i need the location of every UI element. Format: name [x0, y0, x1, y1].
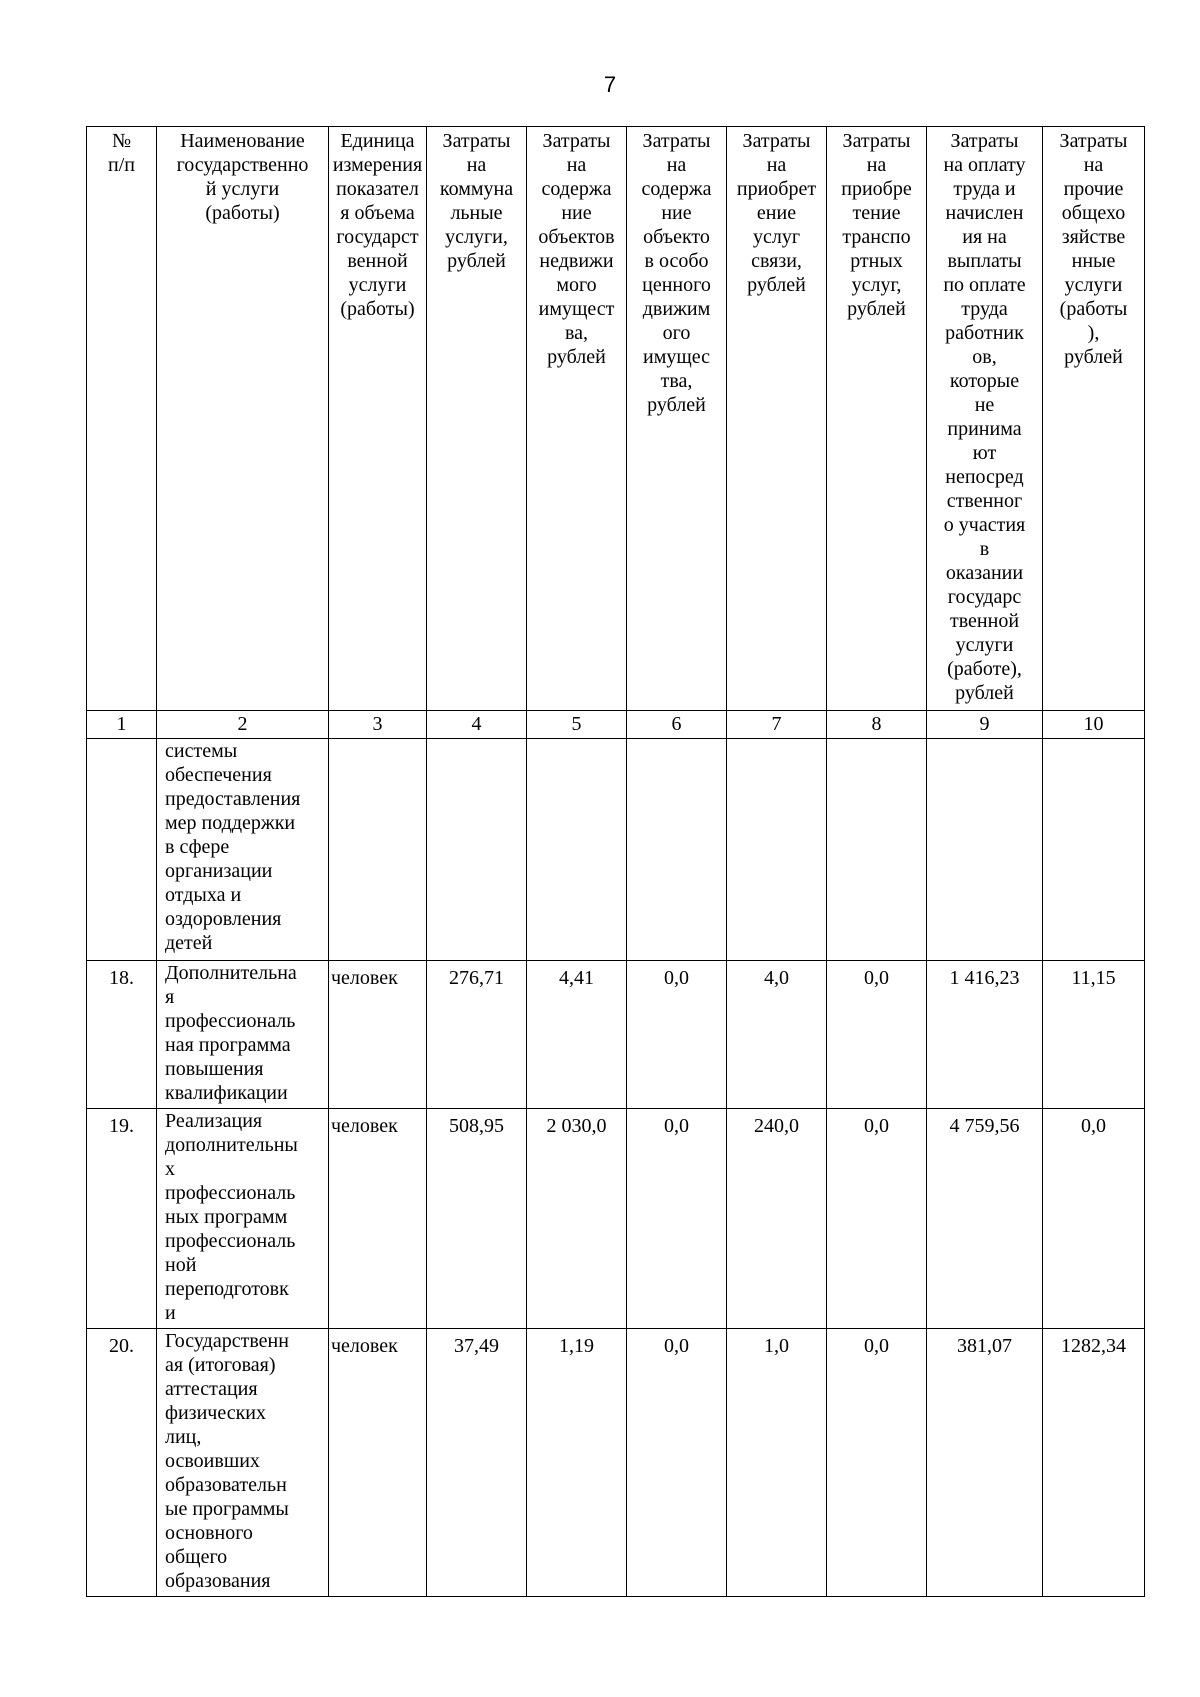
column-number: 7 [727, 711, 827, 739]
column-number: 2 [157, 711, 329, 739]
header-cell-other: Затраты на прочие общехо зяйстве нные услуги (работы ), рублей [1043, 127, 1145, 711]
movable-property-cost: 0,0 [627, 961, 727, 1109]
row-index: 19. [87, 1109, 157, 1329]
labor-cost: 1 416,23 [927, 961, 1043, 1109]
table-row [87, 1109, 1145, 1329]
real-estate-cost [527, 739, 627, 961]
header-cell-communication: Затраты на приобрет ение услуг связи, рублей [727, 127, 827, 711]
header-cell-movable-property: Затраты на содержа ние объекто в особо ценного движим ого имущес тва, рублей [627, 127, 727, 711]
column-number: 1 [87, 711, 157, 739]
labor-cost: 4 759,56 [927, 1109, 1043, 1329]
header-cell-utilities: Затраты на коммуна льные услуги, рублей [427, 127, 527, 711]
header-cell-unit: Единица измерения показател я объема государст венной услуги (работы) [329, 127, 427, 711]
other-cost: 11,15 [1043, 961, 1145, 1109]
communication-cost: 4,0 [727, 961, 827, 1109]
unit: человек [329, 1329, 427, 1597]
unit: человек [329, 961, 427, 1109]
row-index: 18. [87, 961, 157, 1109]
header-cell-transport: Затраты на приобре тение транспо ртных услуг, рублей [827, 127, 927, 711]
row-index [87, 739, 157, 961]
column-number: 3 [329, 711, 427, 739]
column-number: 9 [927, 711, 1043, 739]
utilities-cost [427, 739, 527, 961]
cost-table [86, 126, 1145, 1597]
header-cell-service-name: Наименование государственно й услуги (работы) [157, 127, 329, 711]
column-number: 6 [627, 711, 727, 739]
header-row [87, 127, 1145, 711]
column-number: 5 [527, 711, 627, 739]
table-row [87, 961, 1145, 1109]
page-number: 7 [603, 72, 617, 97]
service-name: Реализация дополнительны х профессиональ ных программ профессиональ ной переподготовк и [157, 1109, 329, 1329]
labor-cost: 381,07 [927, 1329, 1043, 1597]
transport-cost [827, 739, 927, 961]
communication-cost [727, 739, 827, 961]
header-cell-labor: Затраты на оплату труда и начислен ия на выплаты по оплате труда работник ов, которые не принима ют непосред ственног о участия в оказании государс твенной услуги (работе), рублей [927, 127, 1043, 711]
table-row [87, 739, 1145, 961]
real-estate-cost: 1,19 [527, 1329, 627, 1597]
unit [329, 739, 427, 961]
header-cell-real-estate: Затраты на содержа ние объектов недвижи мого имущест ва, рублей [527, 127, 627, 711]
column-number: 8 [827, 711, 927, 739]
movable-property-cost: 0,0 [627, 1109, 727, 1329]
header-cell-num: № п/п [87, 127, 157, 711]
real-estate-cost: 4,41 [527, 961, 627, 1109]
labor-cost [927, 739, 1043, 961]
column-numbers-row [87, 711, 1145, 739]
movable-property-cost [627, 739, 727, 961]
movable-property-cost: 0,0 [627, 1329, 727, 1597]
row-index: 20. [87, 1329, 157, 1597]
service-name: Государственн ая (итоговая) аттестация физических лиц, освоивших образовательн ые программы основного общего образования [157, 1329, 329, 1597]
service-name: системы обеспечения предоставления мер поддержки в сфере организации отдыха и оздоровления детей [157, 739, 329, 961]
other-cost: 0,0 [1043, 1109, 1145, 1329]
communication-cost: 240,0 [727, 1109, 827, 1329]
service-name: Дополнительна я профессиональ ная программа повышения квалификации [157, 961, 329, 1109]
transport-cost: 0,0 [827, 961, 927, 1109]
utilities-cost: 37,49 [427, 1329, 527, 1597]
transport-cost: 0,0 [827, 1329, 927, 1597]
utilities-cost: 276,71 [427, 961, 527, 1109]
utilities-cost: 508,95 [427, 1109, 527, 1329]
communication-cost: 1,0 [727, 1329, 827, 1597]
column-number: 10 [1043, 711, 1145, 739]
other-cost [1043, 739, 1145, 961]
other-cost: 1282,34 [1043, 1329, 1145, 1597]
table-row [87, 1329, 1145, 1597]
unit: человек [329, 1109, 427, 1329]
column-number: 4 [427, 711, 527, 739]
transport-cost: 0,0 [827, 1109, 927, 1329]
real-estate-cost: 2 030,0 [527, 1109, 627, 1329]
